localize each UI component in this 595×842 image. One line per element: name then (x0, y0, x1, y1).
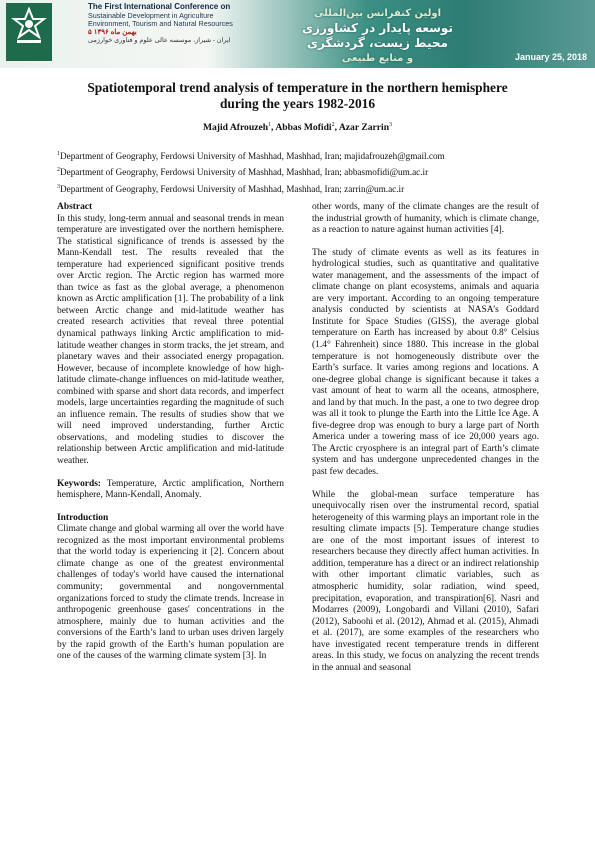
conference-title-persian-3: محیط زیست، گردشگری (307, 36, 448, 50)
paper-title-line-1: Spatiotemporal trend analysis of temperature in the northern hemisphere (87, 80, 508, 95)
conference-line-1: The First International Conference on (88, 2, 231, 11)
conference-location-persian: ایران - شیراز، موسسه عالی علوم و فناوری خوارزمی (88, 37, 231, 45)
affiliation-sup: 2 (57, 167, 60, 174)
conference-date-persian: ۵ بهمن ماه ۱۳۹۶ (88, 28, 137, 36)
keywords-paragraph (57, 479, 284, 502)
left-column (57, 202, 284, 663)
affiliation-sup: 1 (57, 151, 60, 157)
affiliation-list (57, 147, 557, 196)
keywords-label: Keywords: (57, 478, 102, 489)
conference-date-english: January 25, 2018 (514, 52, 587, 62)
affiliation-sup: 3 (57, 183, 60, 190)
author-name: Azar Zarrin (338, 122, 390, 134)
author-separator: , (334, 122, 339, 134)
conference-logo (6, 3, 52, 61)
star-emblem-icon (11, 7, 47, 47)
author-sup: 1 (268, 122, 272, 128)
abstract-heading: Abstract (57, 202, 93, 212)
author-sup: 2 (331, 122, 335, 128)
author-sup: 3 (389, 122, 393, 128)
author-separator: , (271, 122, 276, 134)
paper-title (40, 80, 555, 112)
paragraph-1: other words, many of the climate changes are the result of the industrial growth of humanity, which is climate change, as a reaction to nature against human activities [4]. (312, 202, 539, 236)
conference-banner (0, 0, 595, 68)
conference-title-persian-2: توسعه پایدار در کشاورزی (302, 21, 453, 35)
author-list (40, 122, 555, 133)
affiliation-text: Department of Geography, Ferdowsi University of Mashhad, Mashhad, Iran; majidafrouzeh@gmail.com (60, 151, 445, 162)
conference-line-3: Environment, Tourism and Natural Resources (88, 19, 233, 29)
conference-title-persian-1: اولین کنفرانس بین‌المللی (313, 8, 442, 19)
conference-title-persian (280, 6, 475, 66)
affiliation-item (57, 163, 557, 179)
conference-info-english (88, 3, 233, 46)
affiliation-text: Department of Geography, Ferdowsi University of Mashhad, Mashhad, Iran; zarrin@um.ac.ir (60, 183, 405, 194)
introduction-heading: Introduction (57, 512, 109, 523)
right-column (312, 202, 539, 674)
paper-title-line-2: during the years 1982-2016 (219, 96, 376, 111)
conference-line-2: Sustainable Development in Agriculture (88, 10, 214, 20)
introduction-text: Climate change and global warming all over the world have recognized as the most important environmental problems that the world today is experiencing it [2]. Concern about climate change as one of the greatest environmental challenges of today's world have caused the international community; governmental and nongovernmental organizations forced to study the climate trends. Increase in anthropogenic greenhouse gases' concentrations in the atmosphere, mainly due to human activities and the conversions of the Earth’s land to urban uses driven largely by the rapid growth of the Earth’s human population are one of the causes of the warming climate system [3]. In (57, 524, 284, 662)
affiliation-item (57, 180, 557, 196)
affiliation-text: Department of Geography, Ferdowsi University of Mashhad, Mashhad, Iran; abbasmofidi@um.ac.ir (60, 167, 429, 178)
author-name: Majid Afrouzeh (202, 122, 269, 134)
paragraph-2: The study of climate events as well as its features in hydrological studies, such as quantitative and qualitative water management, and the assessments of the impact of climate change on plant ecosystems, animals and aquaria are very important. According to an ongoing temperature analysis conducted by scientists at NASA’s Goddard Institute for Space Studies (GISS), the average global temperature on Earth has increased by about 0.8° Celsius (1.4° Fahrenheit) since 1880. This increase in the global temperature is not homogeneously distribute over the Earth’s surface. It varies among regions and locations. A one-degree global change is significant because it takes a vast amount of heat to warm all the oceans, atmosphere, and land by that much. In the past, a one to two degree drop was all it took to plunge the Earth into the Little Ice Age. A five-degree drop was enough to bury a large part of North America under a towering mass of ice 20,000 years ago. The Arctic cryosphere is an integral part of Earth’s climate system and has undergone unprecedented changes in the past few decades. (312, 247, 539, 478)
affiliation-item (57, 147, 557, 163)
conference-title-persian-4: و منابع طبیعی (341, 53, 414, 64)
abstract-text: In this study, long-term annual and seasonal trends in mean temperature are investigated over the northern hemisphere. The statistical significance of trends is assessed by the Mann-Kendall test. The results revealed that the temperature had experienced significant positive trends over Arctic region. The Arctic region has warmed more than twice as fast as the global average, a phenomenon known as Arctic amplification [1]. The probability of a link between Arctic change and mid-latitude weather has created research activities that reveal three potential dynamical pathways linking Arctic amplification to mid-latitude weather changes in storm tracks, the jet stream, and planetary waves and their associated energy propagation. However, because of incomplete knowledge of how high-latitude climate-change influences on mid-latitude weather, combined with sparse and short data records, and imperfect models, large uncertainties regarding the magnitude of such an influence remain. The results of studies show that we will need improved understanding, further Arctic observations, and modeling studies to discover the relationship between Arctic amplification and mid-latitude weather. (57, 213, 284, 467)
keywords-text: Temperature, Arctic amplification, Northern hemisphere, Mann-Kendall, Anomaly. (57, 478, 284, 501)
author-name: Abbas Mofidi (275, 122, 332, 134)
paragraph-3: While the global-mean surface temperature has unequivocally risen over the instrumental record, spatial heterogeneity of this warming plays an important role in the resulting climate impacts [5]. Temperature change studies are one of the most important issues of interest to researchers because they directly affect human activities. In addition, temperature has a direct or an indirect relationship with other important climatic variables, such as atmospheric humidity, solar radiation, wind speed, precipitation, evaporation, and transpiration[6]. Nasri and Modarres (2009), Longobardi and Villani (2010), Safari (2012), Saboohi et al. (2012), Ahmad et al. (2015), Ahmadi et al. (2017), are some examples of the researchers who have investigated recent temperature trends in different areas. In this study, we focus on analyzing the recent trends in the annual and seasonal (312, 489, 539, 673)
